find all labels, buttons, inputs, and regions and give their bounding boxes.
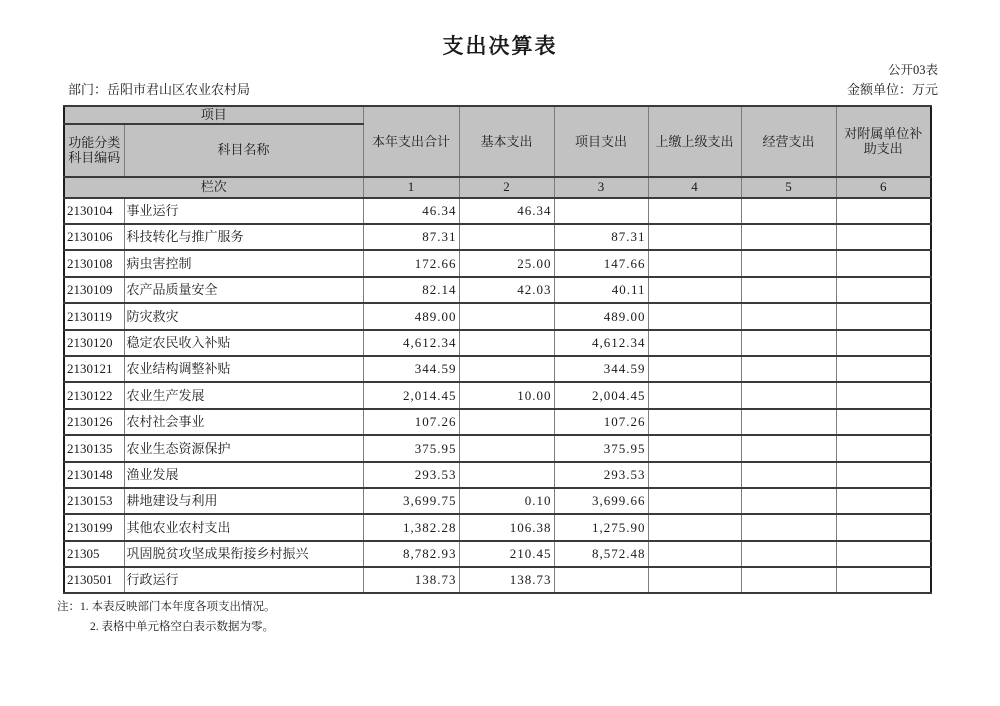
lanci-label-cell: 栏次 [64, 177, 363, 198]
amount-cell-col-3: 293.53 [554, 462, 648, 488]
amount-cell-col-4 [648, 488, 741, 514]
table-row [64, 488, 931, 514]
amount-cell-col-4 [648, 303, 741, 329]
code-cell: 2130126 [64, 409, 124, 435]
amount-cell-col-4 [648, 382, 741, 408]
amount-cell-col-1: 172.66 [363, 250, 459, 276]
amount-cell-col-1: 4,612.34 [363, 330, 459, 356]
code-cell: 21305 [64, 541, 124, 567]
amount-cell-col-3: 1,275.90 [554, 514, 648, 540]
unit-label: 金额单位：万元 [846, 82, 938, 97]
name-cell: 事业运行 [124, 198, 363, 224]
amount-cell-col-6 [836, 488, 931, 514]
name-cell: 防灾救灾 [124, 303, 363, 329]
table-row [64, 277, 931, 303]
name-cell: 农业结构调整补贴 [124, 356, 363, 382]
code-cell: 2130135 [64, 435, 124, 461]
meta-row [63, 79, 938, 98]
amount-cell-col-4 [648, 435, 741, 461]
lanci-number-cell-2: 2 [459, 177, 554, 198]
table-row [64, 330, 931, 356]
amount-cell-col-2 [459, 462, 554, 488]
amount-cell-col-3: 3,699.66 [554, 488, 648, 514]
amount-cell-col-3 [554, 198, 648, 224]
amount-cell-col-5 [741, 382, 836, 408]
amount-cell-col-3: 107.26 [554, 409, 648, 435]
lanci-number-cell-4: 4 [648, 177, 741, 198]
code-cell: 2130106 [64, 224, 124, 250]
name-cell: 科技转化与推广服务 [124, 224, 363, 250]
amount-cell-col-3: 8,572.48 [554, 541, 648, 567]
amount-cell-col-4 [648, 330, 741, 356]
amount-cell-col-1: 138.73 [363, 567, 459, 593]
amount-cell-col-2 [459, 224, 554, 250]
amount-cell-col-6 [836, 198, 931, 224]
amount-cell-col-5 [741, 277, 836, 303]
project-header-cell: 项目 [64, 106, 363, 124]
amount-cell-col-5 [741, 541, 836, 567]
amount-cell-col-4 [648, 198, 741, 224]
name-cell: 巩固脱贫攻坚成果衔接乡村振兴 [124, 541, 363, 567]
amount-column-header-2: 基本支出 [459, 106, 554, 177]
note-line-2: 2. 表格中单元格空白表示数据为零。 [90, 621, 274, 633]
department-label: 部门：岳阳市君山区农业农村局 [68, 82, 251, 97]
name-cell: 耕地建设与利用 [124, 488, 363, 514]
name-cell: 稳定农民收入补贴 [124, 330, 363, 356]
amount-cell-col-6 [836, 250, 931, 276]
amount-cell-col-5 [741, 514, 836, 540]
table-row [64, 435, 931, 461]
amount-column-header-5: 经营支出 [741, 106, 836, 177]
amount-cell-col-3 [554, 567, 648, 593]
amount-cell-col-6 [836, 462, 931, 488]
amount-cell-col-4 [648, 277, 741, 303]
amount-cell-col-4 [648, 250, 741, 276]
amount-cell-col-5 [741, 250, 836, 276]
amount-column-header-3: 项目支出 [554, 106, 648, 177]
amount-cell-col-2: 210.45 [459, 541, 554, 567]
amount-cell-col-5 [741, 488, 836, 514]
table-row [64, 356, 931, 382]
expenditure-table [63, 105, 932, 594]
amount-cell-col-1: 375.95 [363, 435, 459, 461]
table-row [64, 224, 931, 250]
amount-cell-col-1: 344.59 [363, 356, 459, 382]
amount-cell-col-3: 344.59 [554, 356, 648, 382]
name-cell: 农业生态资源保护 [124, 435, 363, 461]
amount-cell-col-5 [741, 303, 836, 329]
amount-cell-col-2: 0.10 [459, 488, 554, 514]
amount-cell-col-3: 489.00 [554, 303, 648, 329]
amount-cell-col-2 [459, 330, 554, 356]
code-cell: 2130199 [64, 514, 124, 540]
name-cell: 行政运行 [124, 567, 363, 593]
amount-cell-col-1: 2,014.45 [363, 382, 459, 408]
code-cell: 2130109 [64, 277, 124, 303]
amount-cell-col-6 [836, 435, 931, 461]
amount-cell-col-6 [836, 330, 931, 356]
amount-cell-col-6 [836, 514, 931, 540]
code-cell: 2130153 [64, 488, 124, 514]
amount-cell-col-5 [741, 435, 836, 461]
name-cell: 农村社会事业 [124, 409, 363, 435]
code-column-header: 功能分类科目编码 [64, 124, 124, 177]
lanci-number-cell-5: 5 [741, 177, 836, 198]
header-row-lanci [64, 177, 931, 198]
amount-cell-col-6 [836, 541, 931, 567]
amount-cell-col-5 [741, 409, 836, 435]
table-row [64, 198, 931, 224]
amount-column-header-6: 对附属单位补助支出 [836, 106, 931, 177]
table-row [64, 514, 931, 540]
amount-cell-col-5 [741, 356, 836, 382]
amount-cell-col-5 [741, 198, 836, 224]
amount-cell-col-2: 42.03 [459, 277, 554, 303]
amount-cell-col-3: 147.66 [554, 250, 648, 276]
amount-cell-col-2: 46.34 [459, 198, 554, 224]
amount-cell-col-6 [836, 356, 931, 382]
amount-cell-col-6 [836, 303, 931, 329]
table-row [64, 462, 931, 488]
table-row [64, 409, 931, 435]
amount-cell-col-1: 3,699.75 [363, 488, 459, 514]
code-cell: 2130108 [64, 250, 124, 276]
amount-cell-col-2 [459, 303, 554, 329]
name-cell: 病虫害控制 [124, 250, 363, 276]
amount-cell-col-6 [836, 382, 931, 408]
code-cell: 2130119 [64, 303, 124, 329]
code-cell: 2130120 [64, 330, 124, 356]
amount-column-header-1: 本年支出合计 [363, 106, 459, 177]
name-cell: 渔业发展 [124, 462, 363, 488]
amount-cell-col-1: 8,782.93 [363, 541, 459, 567]
amount-cell-col-2: 25.00 [459, 250, 554, 276]
table-row [64, 541, 931, 567]
amount-cell-col-4 [648, 224, 741, 250]
code-cell: 2130148 [64, 462, 124, 488]
table-row [64, 567, 931, 593]
amount-cell-col-6 [836, 567, 931, 593]
table-row [64, 303, 931, 329]
code-cell: 2130501 [64, 567, 124, 593]
amount-cell-col-4 [648, 462, 741, 488]
amount-cell-col-3: 87.31 [554, 224, 648, 250]
amount-cell-col-4 [648, 514, 741, 540]
name-cell: 其他农业农村支出 [124, 514, 363, 540]
amount-cell-col-1: 293.53 [363, 462, 459, 488]
amount-cell-col-1: 107.26 [363, 409, 459, 435]
notes [57, 597, 276, 637]
amount-cell-col-6 [836, 409, 931, 435]
lanci-number-cell-3: 3 [554, 177, 648, 198]
amount-cell-col-2: 106.38 [459, 514, 554, 540]
amount-cell-col-6 [836, 277, 931, 303]
amount-cell-col-3: 4,612.34 [554, 330, 648, 356]
amount-cell-col-2 [459, 409, 554, 435]
name-column-header: 科目名称 [124, 124, 363, 177]
amount-cell-col-2: 138.73 [459, 567, 554, 593]
amount-cell-col-4 [648, 541, 741, 567]
amount-cell-col-4 [648, 567, 741, 593]
amount-cell-col-1: 489.00 [363, 303, 459, 329]
code-cell: 2130104 [64, 198, 124, 224]
table-row [64, 382, 931, 408]
code-cell: 2130121 [64, 356, 124, 382]
page-title: 支出决算表 [442, 34, 558, 58]
lanci-number-cell-1: 1 [363, 177, 459, 198]
amount-cell-col-1: 87.31 [363, 224, 459, 250]
amount-cell-col-5 [741, 567, 836, 593]
name-cell: 农业生产发展 [124, 382, 363, 408]
amount-cell-col-5 [741, 224, 836, 250]
header-row-project [64, 106, 931, 124]
amount-cell-col-3: 40.11 [554, 277, 648, 303]
amount-cell-col-4 [648, 409, 741, 435]
amount-cell-col-1: 46.34 [363, 198, 459, 224]
amount-cell-col-5 [741, 330, 836, 356]
table-code-label: 公开03表 [887, 63, 938, 77]
amount-cell-col-3: 2,004.45 [554, 382, 648, 408]
name-cell: 农产品质量安全 [124, 277, 363, 303]
amount-column-header-4: 上缴上级支出 [648, 106, 741, 177]
amount-cell-col-3: 375.95 [554, 435, 648, 461]
lanci-number-cell-6: 6 [836, 177, 931, 198]
note-line-1: 注：1. 本表反映部门本年度各项支出情况。 [57, 601, 276, 613]
amount-cell-col-2 [459, 356, 554, 382]
amount-cell-col-2 [459, 435, 554, 461]
table-row [64, 250, 931, 276]
amount-cell-col-1: 1,382.28 [363, 514, 459, 540]
amount-cell-col-2: 10.00 [459, 382, 554, 408]
amount-cell-col-1: 82.14 [363, 277, 459, 303]
table-header [64, 106, 931, 198]
amount-cell-col-6 [836, 224, 931, 250]
amount-cell-col-4 [648, 356, 741, 382]
table-body [64, 198, 931, 594]
code-cell: 2130122 [64, 382, 124, 408]
amount-cell-col-5 [741, 462, 836, 488]
